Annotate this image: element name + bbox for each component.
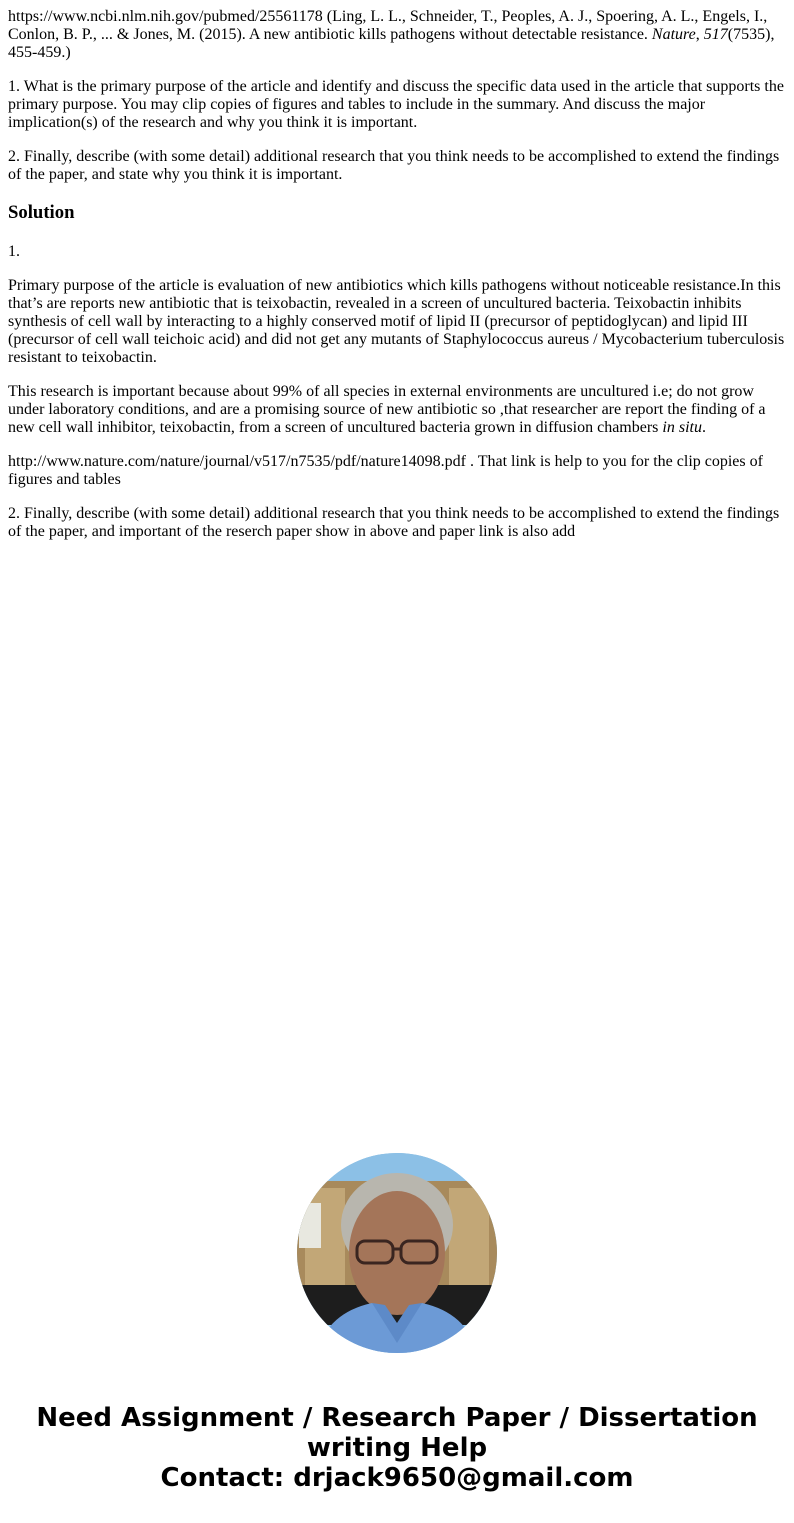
solution-paragraph-4: 2. Finally, describe (with some detail) additional research that you think needs to be accomplished to extend the findings of the paper, and important of the reserch paper show in above and paper link is also add: [8, 505, 780, 540]
journal-volume: 517: [703, 26, 728, 43]
citation-text: https://www.ncbi.nlm.nih.gov/pubmed/25561178 (Ling, L. L., Schneider, T., Peoples, A. J., Spoering, A. L., Engels, I., Conlon, B. P., ... & Jones, M. (2015). A new antibiotic kills pathogens without detectable resistance.: [8, 8, 768, 43]
document-body: [8, 8, 786, 557]
solution-number: 1.: [8, 243, 20, 260]
solution-paragraph-3: http://www.nature.com/nature/journal/v517/n7535/pdf/nature14098.pdf . That link is help to you for the clip copies of figures and tables: [8, 453, 763, 488]
banner-line-1: Need Assignment / Research Paper / Dissertation: [36, 1403, 758, 1433]
author-portrait-icon: [297, 1153, 497, 1353]
question-2: 2. Finally, describe (with some detail) additional research that you think needs to be accomplished to extend the findings of the paper, and state why you think it is important.: [8, 148, 780, 183]
citation: [8, 8, 786, 62]
paragraph-2-text: This research is important because about 99% of all species in external environments are uncultured i.e; do not grow under laboratory conditions, and are a promising source of new antibiotic so ,that researcher are report the finding of a new cell wall inhibitor, teixobactin, from a screen of uncultured bacteria grown in diffusion chambers: [8, 383, 766, 436]
question-1: 1. What is the primary purpose of the article and identify and discuss the specific data used in the article that supports the primary purpose. You may clip copies of figures and tables to include in the summary. And discuss the major implication(s) of the research and why you think it is important.: [8, 78, 784, 131]
solution-paragraph-1: Primary purpose of the article is evaluation of new antibiotics which kills pathogens without noticeable resistance.In this that’s are reports new antibiotic that is teixobactin, revealed in a screen of uncultured bacteria. Teixobactin inhibits synthesis of cell wall by interacting to a highly conserved motif of lipid II (precursor of peptidoglycan) and lipid III (precursor of cell wall teichoic acid) and did not get any mutants of Staphylococcus aureus / Mycobacterium tuberculosis resistant to teixobactin.: [8, 277, 785, 366]
contact-banner: [0, 1403, 794, 1493]
contact-email: Contact: drjack9650@gmail.com: [160, 1463, 634, 1493]
avatar: [297, 1153, 497, 1353]
in-situ-italic: in situ: [662, 419, 702, 436]
solution-paragraph-2: [8, 383, 786, 437]
solution-heading: Solution: [8, 202, 75, 223]
journal-name: Nature: [651, 26, 696, 43]
banner-line-2: writing Help: [306, 1433, 488, 1463]
citation-issue-pages: (7535), 455-459.): [8, 26, 775, 61]
paragraph-2-end: .: [701, 419, 706, 436]
citation-separator: ,: [695, 26, 704, 43]
